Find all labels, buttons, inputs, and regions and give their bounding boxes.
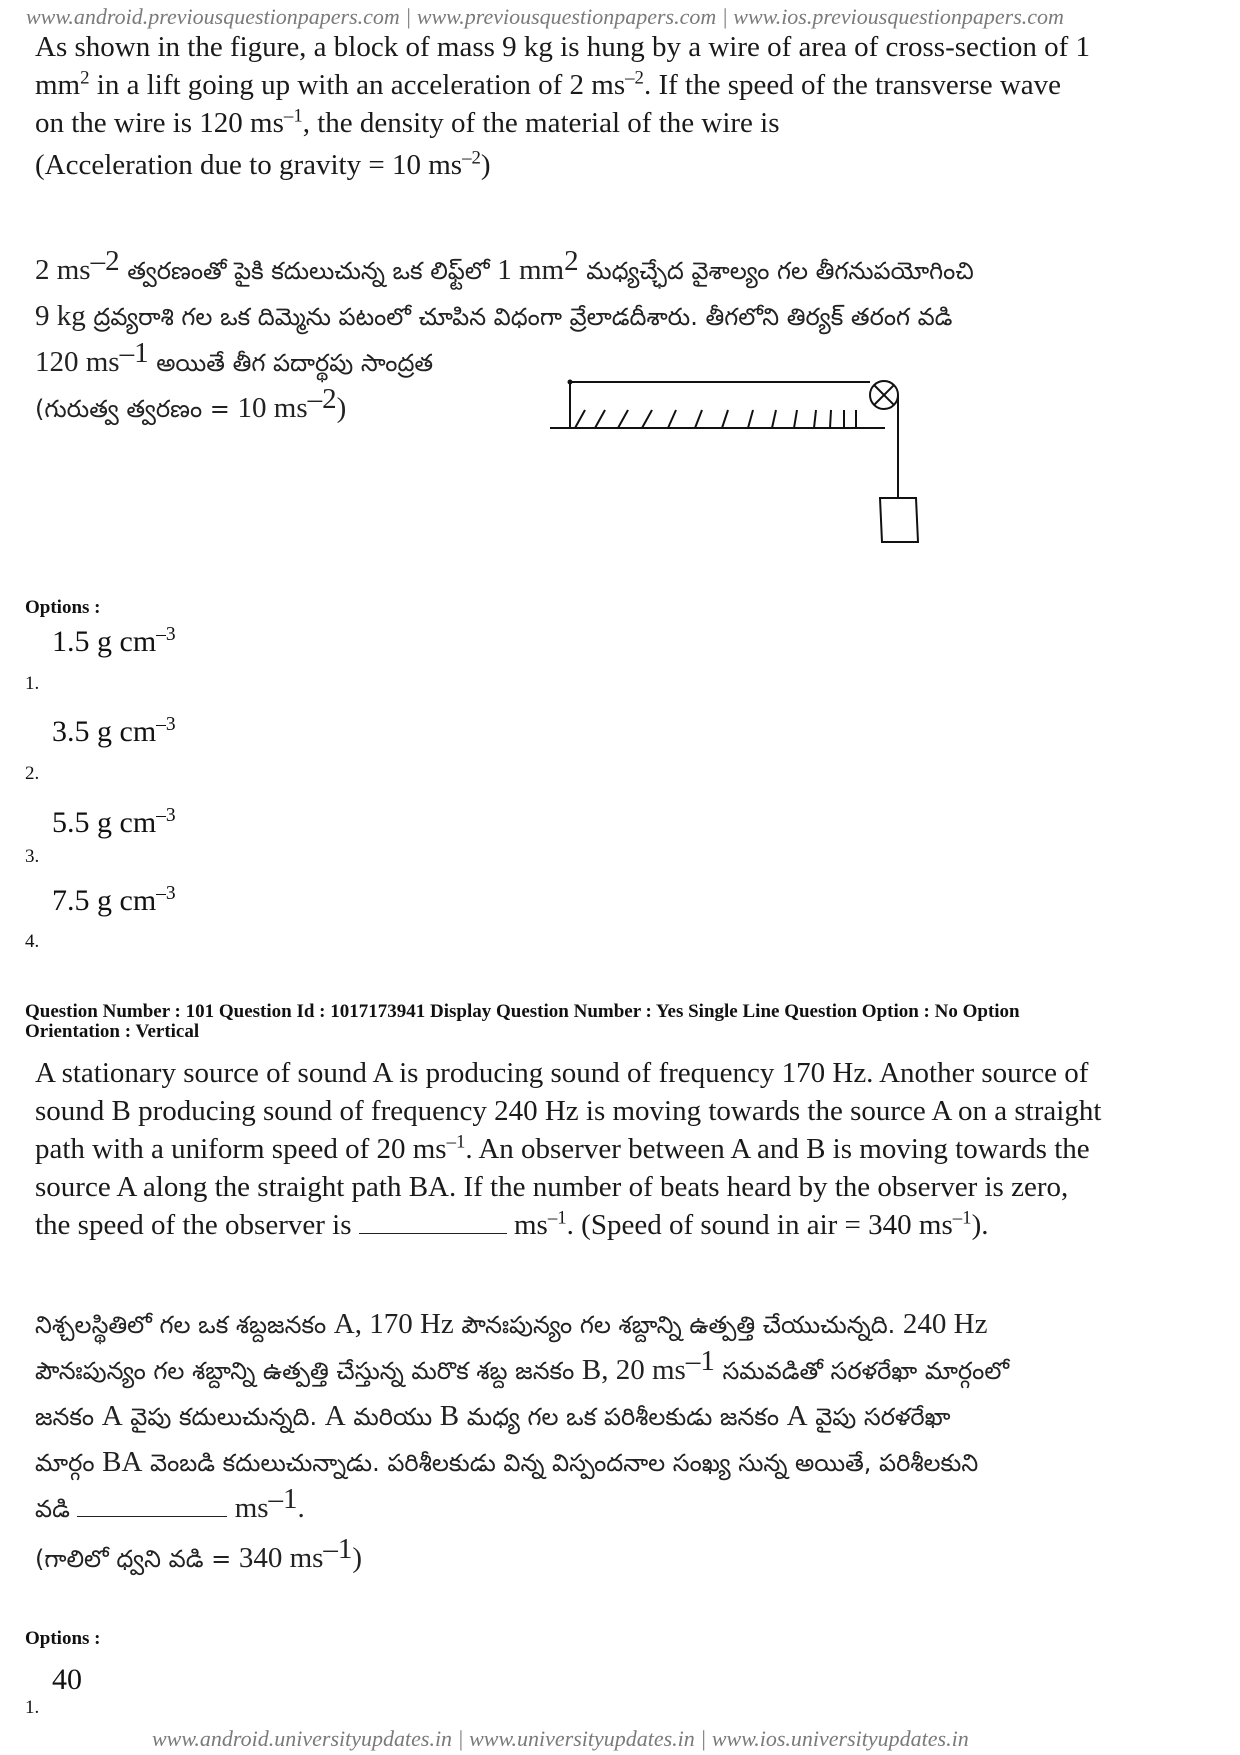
q100-te-line1: 2 $ms^{-2}$ త్వరణంతో పైకి కదులుచున్న ఒక లిఫ్ట్‌లో 1 $mm^2$ మధ్యచ్ఛేద వైశాల్యం గల తీగనుపయోగించి	[35, 245, 974, 286]
q100-option-2-value[interactable]: 3.5 g $cm^{-3}$	[52, 714, 176, 748]
q101-te-line2: పౌనఃపున్యం గల శబ్దాన్ని ఉత్పత్తి చేస్తున్న మరొక శబ్ద జనకం B, 20 $ms^{-1}$ సమవడితో సరళరేఖా మార్గంలో	[35, 1345, 1010, 1386]
q101-te-line5: వడి $ms^{-1}$.	[35, 1483, 305, 1524]
q100-option-3-value[interactable]: 5.5 g $cm^{-3}$	[52, 805, 176, 839]
q101-te-line4: మార్గం BA వెంబడి కదులుచున్నాడు. పరిశీలకుడు విన్న విస్పందనాల సంఖ్య సున్న అయితే, పరిశీలకుని	[35, 1446, 979, 1478]
floor-hatching	[575, 410, 856, 428]
q101-meta-line2: Orientation : Vertical	[25, 1021, 200, 1042]
q100-option-4-number: 4.	[25, 931, 40, 952]
q100-option-1-number: 1.	[25, 673, 40, 694]
q100-english-text	[35, 28, 1215, 184]
q101-en-line1: A stationary source of sound A is producing sound of frequency 170 Hz. Another source of	[35, 1057, 1089, 1089]
q100-te-line3: 120 $ms^{-1}$ అయితే తీగ పదార్థపు సాంద్రత	[35, 337, 434, 378]
q101-english-text	[35, 1054, 1215, 1244]
q101-meta-line1: Question Number : 101 Question Id : 1017173941 Display Question Number : Yes Single Line Question Option : No Option	[25, 1001, 1020, 1022]
q101-metadata	[25, 1002, 1195, 1042]
q100-en-line3: on the wire is 120 $ms^{-1}$, the density of the material of the wire is	[35, 105, 780, 139]
q100-option-4-value[interactable]: 7.5 g $cm^{-3}$	[52, 883, 176, 917]
lift-pulley-figure	[550, 370, 930, 570]
q100-en-line2: $mm^2$ in a lift going up with an acceleration of 2 $ms^{-2}$. If the speed of the transverse wave	[35, 67, 1062, 101]
q101-en-line5: the speed of the observer is $ms^{-1}$. (Speed of sound in air = 340 $ms^{-1}$).	[35, 1207, 989, 1241]
q100-en-line4: (Acceleration due to gravity = 10 $ms^{-2}$)	[35, 147, 491, 181]
q101-telugu-text	[35, 1302, 1215, 1582]
q101-te-line1: నిశ్చలస్థితిలో గల ఒక శబ్దజనకం A, 170 Hz పౌనఃపున్యం గల శబ్దాన్ని ఉత్పత్తి చేయుచున్నది. 240 Hz	[35, 1308, 988, 1340]
q101-te-line6: (గాలిలో ధ్వని వడి = 340 $ms^{-1}$)	[35, 1533, 363, 1574]
answer-blank-telugu	[77, 1492, 227, 1517]
q100-option-3-number: 3.	[25, 846, 40, 867]
q101-option-1-value[interactable]: 40	[52, 1663, 82, 1696]
q101-en-line2: sound B producing sound of frequency 240 Hz is moving towards the source A on a straight	[35, 1095, 1102, 1127]
q100-en-line1: As shown in the figure, a block of mass 9 kg is hung by a wire of area of cross-section of 1	[35, 31, 1091, 63]
q101-en-line3: path with a uniform speed of 20 $ms^{-1}$. An observer between A and B is moving towards the	[35, 1131, 1090, 1165]
q100-option-1-value[interactable]: 1.5 g $cm^{-3}$	[52, 624, 176, 658]
q101-te-line3: జనకం A వైపు కదులుచున్నది. A మరియు B మధ్య గల ఒక పరిశీలకుడు జనకం A వైపు సరళరేఖా	[35, 1400, 951, 1432]
q101-options-label: Options :	[25, 1628, 101, 1649]
hanging-block	[880, 498, 918, 542]
q101-en-line4: source A along the straight path BA. If the number of beats heard by the observer is zero,	[35, 1171, 1069, 1203]
q101-option-1-number: 1.	[25, 1697, 40, 1718]
q100-te-line2: 9 kg ద్రవ్యరాశి గల ఒక దిమ్మెను పటంలో చూపిన విధంగా వ్రేలాడదీశారు. తీగలోని తిర్యక్ తరంగ వడి	[35, 300, 953, 332]
answer-blank	[359, 1207, 507, 1234]
q100-te-line4: (గురుత్వ త్వరణం = 10 $ms^{-2}$)	[35, 383, 347, 424]
footer-watermark[interactable]: www.android.universityupdates.in | www.universityupdates.in | www.ios.universityupdates.in	[152, 1726, 969, 1751]
header-watermark[interactable]: www.android.previousquestionpapers.com | www.previousquestionpapers.com | www.ios.previousquestionpapers.com	[26, 4, 1064, 29]
q100-options-label: Options :	[25, 597, 101, 618]
q100-option-2-number: 2.	[25, 763, 40, 784]
